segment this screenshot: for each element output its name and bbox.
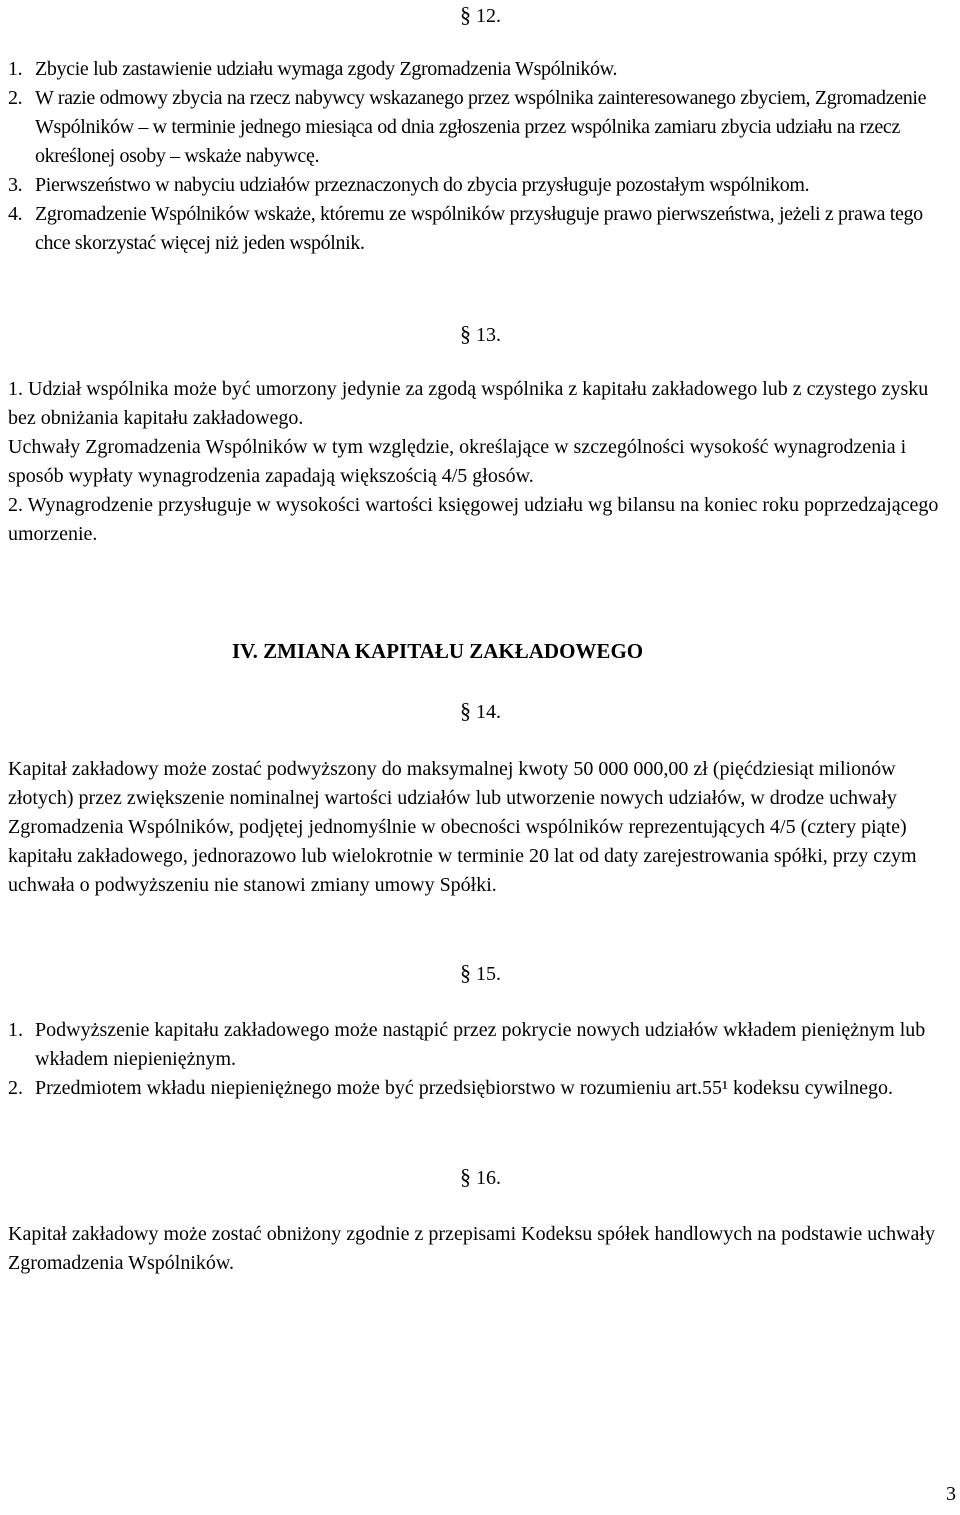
section-number-13 [460, 319, 501, 350]
list-item [8, 1016, 958, 1074]
list-item-text: Przedmiotem wkładu niepieniężnego może być przedsiębiorstwo w rozumieniu art.55¹ kodeksu cywilnego. [35, 1077, 893, 1099]
list-item-text: Wynagrodzenie przysługuje w wysokości wartości księgowej udziału wg bilansu na koniec roku poprzedzającego umorzenie. [8, 494, 939, 545]
section-number-text: 15. [476, 963, 501, 985]
list-item-number: 1. [8, 58, 23, 80]
chapter-heading: IV. ZMIANA KAPITAŁU ZAKŁADOWEGO [232, 639, 644, 663]
list-item-text: W razie odmowy zbycia na rzecz nabywcy wskazanego przez wspólnika zainteresowanego zbyciem, Zgromadzenie Wspólników – w terminie jednego miesiąca od dnia zgłoszenia przez wspólnika zamiaru zbycia udziału na rzecz określonej osoby – wskaże nabywcę. [35, 87, 927, 167]
section-symbol: § [460, 2, 471, 27]
list-item-number: 1. [8, 378, 23, 400]
list-item-text: Pierwszeństwo w nabyciu udziałów przeznaczonych do zbycia przysługuje pozostałym wspólnikom. [35, 174, 810, 196]
list-item-number: 2. [8, 1077, 23, 1099]
section-number-12 [460, 0, 501, 31]
section-13-item-1 [8, 375, 958, 433]
list-item-text: Podwyższenie kapitału zakładowego może nastąpić przez pokrycie nowych udziałów wkładem pieniężnym lub wkładem niepieniężnym. [35, 1019, 926, 1070]
list-item [8, 171, 958, 200]
section-12-list [8, 55, 958, 258]
list-item-text: Zgromadzenie Wspólników wskaże, któremu ze wspólników przysługuje prawo pierwszeństwa, jeżeli z prawa tego chce skorzystać więcej niż jeden wspólnik. [35, 203, 923, 254]
list-item-number: 4. [8, 203, 23, 225]
section-number-text: 16. [476, 1167, 501, 1189]
section-number-16 [460, 1162, 501, 1193]
list-item-number: 3. [8, 174, 23, 196]
list-item [8, 84, 958, 171]
section-13-item-2 [8, 491, 958, 549]
list-item [8, 55, 958, 84]
section-number-text: 13. [476, 324, 501, 346]
section-15-list [8, 1016, 958, 1103]
section-number-text: 14. [476, 701, 501, 723]
section-symbol: § [460, 1164, 471, 1189]
list-item-number: 1. [8, 1019, 23, 1041]
section-13-item-1-continuation: Uchwały Zgromadzenia Wspólników w tym względzie, określające w szczególności wysokość wynagrodzenia i sposób wypłaty wynagrodzenia zapadają większością 4/5 głosów. [8, 436, 907, 487]
list-item-text: Zbycie lub zastawienie udziału wymaga zgody Zgromadzenia Wspólników. [35, 58, 618, 80]
section-number-15 [460, 958, 501, 989]
section-symbol: § [460, 960, 471, 985]
list-item [8, 200, 958, 258]
list-item [8, 1074, 958, 1103]
section-symbol: § [460, 321, 471, 346]
section-number-14 [460, 696, 501, 727]
list-item-text: Udział wspólnika może być umorzony jedynie za zgodą wspólnika z kapitału zakładowego lub z czystego zysku bez obniżania kapitału zakładowego. [8, 378, 929, 429]
page-number: 3 [946, 1483, 956, 1505]
list-item-number: 2. [8, 87, 23, 109]
section-symbol: § [460, 698, 471, 723]
section-14-paragraph: Kapitał zakładowy może zostać podwyższony do maksymalnej kwoty 50 000 000,00 zł (pięćdziesiąt milionów złotych) przez zwiększenie nominalnej wartości udziałów lub utworzenie nowych udziałów, w drodze uchwały Zgromadzenia Wspólników, podjętej jednomyślnie w obecności wspólników reprezentujących 4/5 (cztery piąte) kapitału zakładowego, jednorazowo lub wielokrotnie w terminie 20 lat od daty zarejestrowania spółki, przy czym uchwała o podwyższeniu nie stanowi zmiany umowy Spółki. [8, 758, 917, 896]
section-16-paragraph: Kapitał zakładowy może zostać obniżony zgodnie z przepisami Kodeksu spółek handlowych na podstawie uchwały Zgromadzenia Wspólników. [8, 1223, 935, 1274]
section-number-text: 12. [476, 5, 501, 27]
section-13-body [8, 375, 958, 549]
list-item-number: 2. [8, 494, 23, 516]
